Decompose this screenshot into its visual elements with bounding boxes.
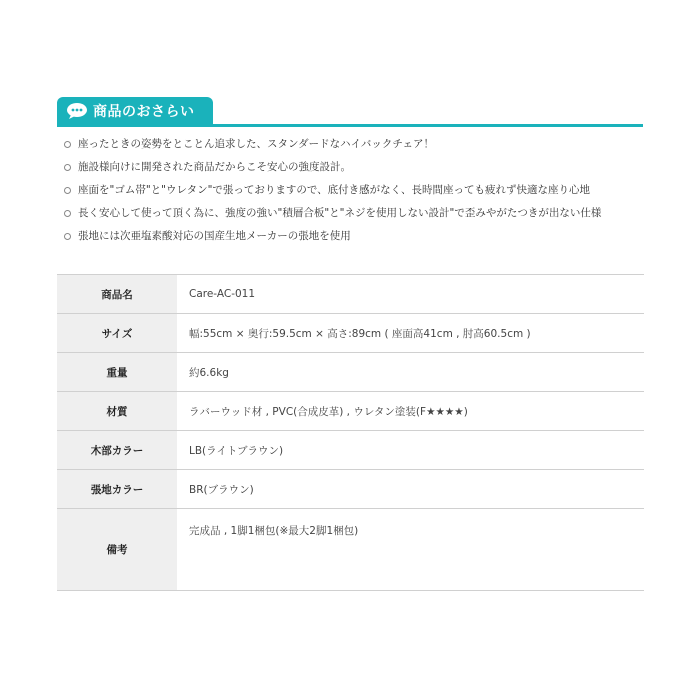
spec-label: 材質	[57, 392, 177, 431]
list-item: 施設様向けに開発された商品だからこそ安心の強度設計。	[64, 156, 644, 179]
speech-bubble-icon	[66, 102, 88, 120]
spec-table	[57, 274, 644, 591]
spec-value: 約6.6kg	[177, 353, 644, 392]
table-row	[57, 431, 644, 470]
table-row	[57, 275, 644, 314]
list-item: 座ったときの姿勢をとことん追求した、スタンダードなハイバックチェア！	[64, 133, 644, 156]
section-divider	[57, 124, 643, 127]
spec-label: 備考	[57, 509, 177, 591]
spec-value: BR(ブラウン)	[177, 470, 644, 509]
table-row	[57, 392, 644, 431]
spec-value: 完成品 , 1脚1梱包(※最大2脚1梱包)	[177, 509, 644, 591]
spec-value: ラバーウッド材 , PVC(合成皮革) , ウレタン塗装(F★★★★)	[177, 392, 644, 431]
feature-list	[64, 133, 644, 248]
table-row	[57, 470, 644, 509]
spec-value: Care-AC-011	[177, 275, 644, 314]
section-title: 商品のおさらい	[93, 103, 195, 120]
table-row	[57, 314, 644, 353]
list-item: 長く安心して使って頂く為に、強度の強い"積層合板"と"ネジを使用しない設計"で歪みやがたつきが出ない仕様	[64, 202, 644, 225]
table-row	[57, 509, 644, 591]
spec-label: 商品名	[57, 275, 177, 314]
spec-value: LB(ライトブラウン)	[177, 431, 644, 470]
table-row	[57, 353, 644, 392]
section-header	[57, 97, 643, 127]
spec-label: 張地カラー	[57, 470, 177, 509]
spec-label: 重量	[57, 353, 177, 392]
spec-value: 幅:55cm × 奥行:59.5cm × 高さ:89cm ( 座面高41cm , 肘高60.5cm )	[177, 314, 644, 353]
section-tab	[57, 97, 213, 124]
list-item: 張地には次亜塩素酸対応の国産生地メーカーの張地を使用	[64, 225, 644, 248]
spec-label: サイズ	[57, 314, 177, 353]
spec-label: 木部カラー	[57, 431, 177, 470]
list-item: 座面を"ゴム帯"と"ウレタン"で張っておりますので、底付き感がなく、長時間座っても疲れず快適な座り心地	[64, 179, 644, 202]
